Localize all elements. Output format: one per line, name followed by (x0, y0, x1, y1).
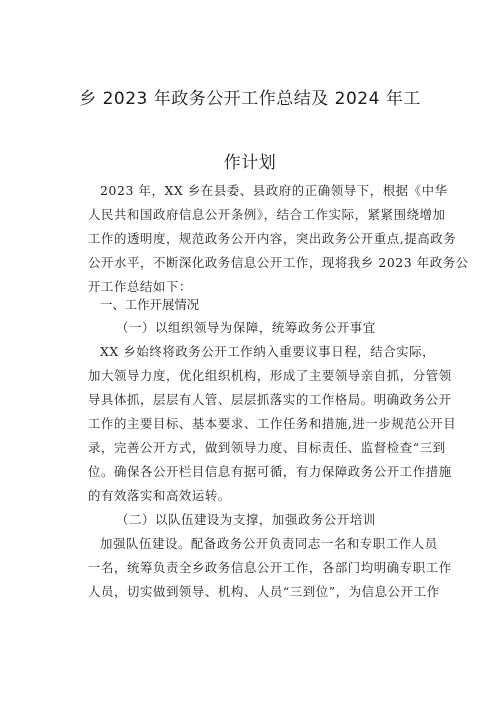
document-title-line-1: 乡 2023 年政务公开工作总结及 2024 年工 (79, 89, 421, 109)
paragraph-line: 录，完善公开方式，做到领导力度、目标责任、监督检查“三到 (88, 440, 446, 455)
intro-line: 开工作总结如下： (88, 279, 192, 294)
paragraph-line: XX 乡始终将政务公开工作纳入重要议事日程，结合实际， (100, 344, 436, 359)
subsection-heading: （一）以组织领导为保障，统筹政务公开事宜 (116, 320, 376, 335)
paragraph-line: 工作的主要目标、基本要求、工作任务和措施,进一步规范公开目 (88, 416, 457, 431)
intro-line: 2023 年，XX 乡在县委、县政府的正确领导下，根据《中华 (100, 183, 448, 198)
section-heading: 一、工作开展情况 (100, 297, 200, 312)
intro-line: 公开水平，不断深化政务信息公开工作，现将我乡 2023 年政务公 (88, 255, 469, 270)
paragraph-line: 的有效落实和高效运转。 (88, 488, 231, 503)
paragraph-line: 加大领导力度，优化组织机构，形成了主要领导亲自抓，分管领 (88, 368, 452, 383)
paragraph-line: 一名，统筹负责全乡政务信息公开工作，各部门均明确专职工作 (88, 560, 452, 575)
subsection-heading: （二）以队伍建设为支撑，加强政务公开培训 (116, 512, 376, 527)
paragraph-line: 位。确保各公开栏目信息有据可循，有力保障政务公开工作措施 (88, 464, 452, 479)
intro-line: 人民共和国政府信息公开条例》，结合工作实际，紧紧围绕增加 (88, 207, 446, 222)
paragraph-line: 人员，切实做到领导、机构、人员“三到位”，为信息公开工作 (88, 584, 440, 599)
document-title-line-2: 作计划 (223, 153, 277, 173)
paragraph-line: 导具体抓，层层有人管、层层抓落实的工作格局。明确政务公开 (88, 392, 452, 407)
paragraph-line: 加强队伍建设。配备政务公开负责同志一名和专职工作人员 (100, 536, 438, 551)
intro-line: 工作的透明度，规范政务公开内容，突出政务公开重点,提高政务 (88, 231, 457, 246)
